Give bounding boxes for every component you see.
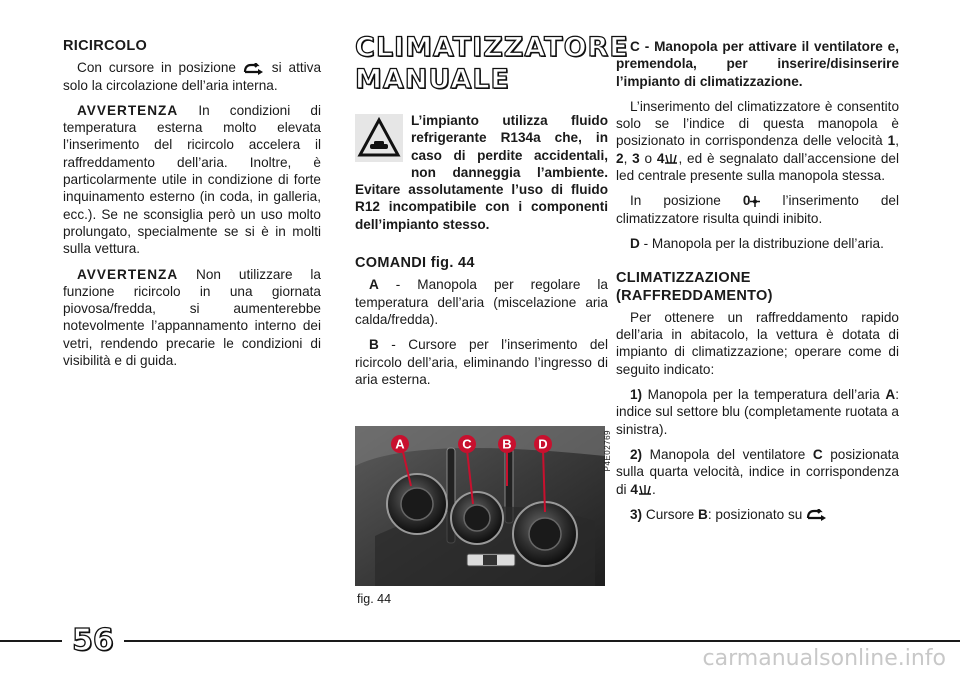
warning-paragraph-1: AVVERTENZA In condizioni di temperatura esterna molto elevata l’inserimento del ricircolo accelera il raffreddamento dell’aria. Inoltre, è particolarmente utile in condizione di forte inquinamento esterno (in coda, in galleria, ecc.). Se ne sconsiglia però un uso molto prolungato, specialmente se si è in molti sulla vettura. bbox=[63, 102, 321, 257]
fan-off-icon bbox=[750, 196, 760, 207]
svg-text:A: A bbox=[395, 436, 405, 452]
recirculation-icon bbox=[806, 509, 828, 521]
footer-rule-left bbox=[0, 640, 62, 642]
heading-comandi: COMANDI fig. 44 bbox=[355, 255, 475, 272]
warning-paragraph-2: AVVERTENZA Non utilizzare la funzione ricircolo in una giornata piovosa/fredda, si aumenterebbe notevolmente l’appannamento interno dei vetri, rendendo precarie le condizioni di visibilità e di guida. bbox=[63, 266, 321, 369]
photo-label-c bbox=[458, 435, 476, 453]
page-number: 56 bbox=[72, 623, 114, 658]
section-title: CLIMATIZZATORE MANUALE bbox=[355, 32, 629, 95]
column-middle bbox=[355, 32, 629, 396]
paragraph-ricircolo: Con cursore in posizione si attiva solo la circolazione dell’aria interna. bbox=[63, 60, 322, 93]
step-1: 1) Manopola per la temperatura dell’aria A: indice sul settore blu (completamente ruotata a sinistra). bbox=[616, 387, 900, 437]
item-c: C - Manopola per attivare il ventilatore e, premendola, per inserire/disinserire l’impianto di climatizzazione. bbox=[616, 39, 899, 89]
item-b: B - Cursore per l’inserimento del ricircolo dell’aria, eliminando l’ingresso di aria esterna. bbox=[355, 337, 609, 387]
heading-climatizzazione: CLIMATIZZAZIONE (RAFFREDDAMENTO) bbox=[616, 270, 773, 304]
photo-code: P4E02769 bbox=[603, 430, 612, 472]
figure-caption: fig. 44 bbox=[357, 592, 392, 606]
item-a: A - Manopola per regolare la temperatura dell’aria (miscelazione aria calda/fredda). bbox=[355, 277, 608, 327]
climate-control-photo bbox=[355, 426, 605, 586]
warning-box: L’impianto utilizza fluido refrigerante R134a che, in caso di perdite accidentali, non danneggia l’ambiente. Evitare assolutamente l’uso di fluido R12 incompatibile con i componenti dell’impianto stesso. bbox=[355, 113, 608, 232]
recirculation-icon bbox=[243, 63, 265, 75]
photo-label-b bbox=[498, 435, 516, 453]
paragraph-cooling: Per ottenere un raffreddamento rapido dell’aria in abitacolo, la vettura è dotata di impianto di climatizzazione; operare come di seguito indicato: bbox=[616, 309, 899, 377]
photo-label-a bbox=[391, 435, 409, 453]
item-d: D - Manopola per la distribuzione dell’aria. bbox=[630, 235, 884, 251]
column-left bbox=[63, 38, 321, 377]
fan-speed-icon bbox=[664, 153, 678, 165]
svg-text:D: D bbox=[538, 436, 548, 452]
step-2: 2) Manopola del ventilatore C posizionata sulla quarta velocità, indice in corrispondenza di 4 . bbox=[616, 446, 899, 497]
svg-text:B: B bbox=[502, 436, 512, 452]
paragraph-activation: L’inserimento del climatizzatore è consentito solo se l’indice di questa manopola è posizionato in corrispondenza delle velocità 1, 2, 3 o 4 , ed è segnalato dall’accensione del led centrale presente sulla manopola stessa. bbox=[616, 98, 900, 184]
warning-label: AVVERTENZA bbox=[77, 102, 179, 118]
heading-ricircolo: RICIRCOLO bbox=[63, 38, 148, 54]
warning-triangle-icon bbox=[355, 114, 403, 162]
paragraph-inhibit: In posizione 0 l’inserimento del climatizzatore risulta quindi inibito. bbox=[616, 193, 899, 226]
warning-label: AVVERTENZA bbox=[77, 266, 179, 282]
watermark: carmanualsonline.info bbox=[702, 646, 946, 671]
footer-rule-right bbox=[124, 640, 960, 642]
column-right bbox=[616, 38, 899, 531]
photo-label-d bbox=[534, 435, 552, 453]
step-3: 3) Cursore B: posizionato su bbox=[616, 506, 899, 523]
svg-text:C: C bbox=[462, 436, 472, 452]
fan-speed-icon bbox=[638, 484, 652, 496]
